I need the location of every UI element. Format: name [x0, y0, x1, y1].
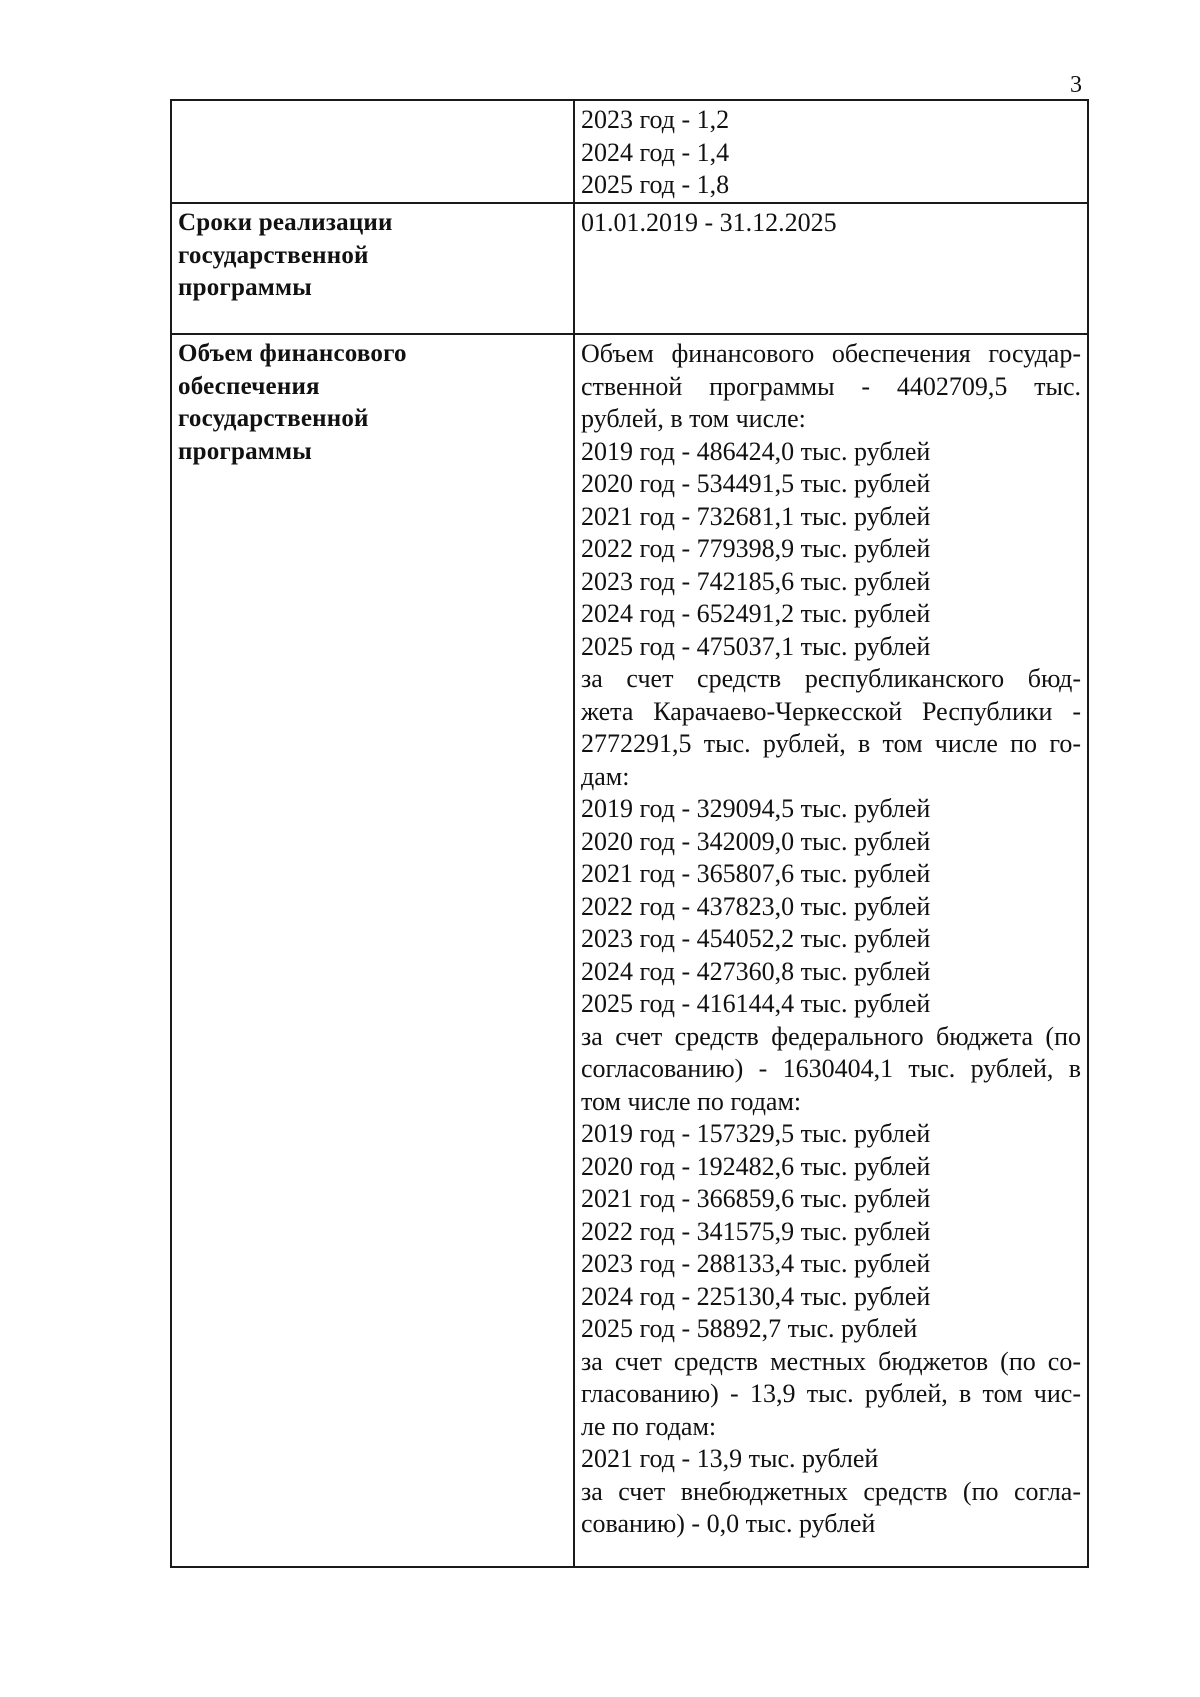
- table-row: [171, 100, 1088, 203]
- empty-label-cell: [171, 100, 574, 203]
- total-year-line: 2025 год - 475037,1 тыс. рублей: [581, 631, 931, 661]
- period-label-line: программы: [178, 274, 312, 301]
- republican-year-line: 2021 год - 365807,6 тыс. рублей: [581, 859, 931, 888]
- republican-year-line: 2020 год - 342009,0 тыс. рублей: [581, 826, 931, 856]
- republican-line: дам:: [581, 761, 630, 791]
- total-year-line: 2020 год - 534491,5 тыс. рублей: [581, 469, 931, 498]
- extrabudget-line: за счет внебюджетных средств (по согла-: [581, 1476, 1081, 1506]
- extrabudget-line: сованию) - 0,0 тыс. рублей: [581, 1509, 876, 1538]
- federal-line: за счет средств федерального бюджета (по: [581, 1021, 1081, 1051]
- finance-label-line: Объем финансового: [178, 340, 407, 367]
- federal-year-line: 2019 год - 157329,5 тыс. рублей: [581, 1119, 931, 1148]
- year-line: 2025 год - 1,8: [581, 170, 730, 199]
- republican-year-line: 2023 год - 454052,2 тыс. рублей: [581, 924, 931, 953]
- federal-year-line: 2025 год - 58892,7 тыс. рублей: [581, 1314, 918, 1343]
- federal-year-line: 2023 год - 288133,4 тыс. рублей: [581, 1249, 931, 1278]
- federal-line: согласованию) - 1630404,1 тыс. рублей, в: [581, 1054, 1081, 1083]
- total-year-line: 2021 год - 732681,1 тыс. рублей: [581, 501, 931, 531]
- republican-year-line: 2025 год - 416144,4 тыс. рублей: [581, 989, 931, 1018]
- period-label-line: государственной: [178, 241, 369, 269]
- total-year-line: 2019 год - 486424,0 тыс. рублей: [581, 436, 931, 466]
- finance-label-cell: [171, 334, 574, 1567]
- local-year-line: 2021 год - 13,9 тыс. рублей: [581, 1444, 879, 1473]
- program-passport-table: [170, 99, 1089, 1568]
- finance-intro-line: рублей, в том числе:: [581, 404, 806, 433]
- federal-year-line: 2022 год - 341575,9 тыс. рублей: [581, 1216, 931, 1246]
- total-year-line: 2024 год - 652491,2 тыс. рублей: [581, 599, 931, 628]
- finance-intro-line: Объем финансового обеспечения государ-: [581, 339, 1081, 368]
- total-year-line: 2022 год - 779398,9 тыс. рублей: [581, 534, 931, 563]
- federal-year-line: 2020 год - 192482,6 тыс. рублей: [581, 1151, 931, 1181]
- table-row: [171, 203, 1088, 334]
- finance-value-cell: [574, 334, 1088, 1567]
- republican-year-line: 2024 год - 427360,8 тыс. рублей: [581, 956, 931, 986]
- period-label-cell: [171, 203, 574, 334]
- republican-year-line: 2019 год - 329094,5 тыс. рублей: [581, 794, 931, 823]
- republican-line: 2772291,5 тыс. рублей, в том числе по го-: [581, 729, 1081, 758]
- table-row: [171, 334, 1088, 1567]
- local-line: гласованию) - 13,9 тыс. рублей, в том чис-: [581, 1379, 1081, 1408]
- republican-line: жета Карачаево-Черкесской Республики -: [581, 696, 1081, 726]
- finance-label-line: обеспечения: [178, 372, 320, 400]
- year-line: 2024 год - 1,4: [581, 137, 730, 167]
- finance-label-line: государственной: [178, 405, 369, 432]
- page-number: 3: [1070, 72, 1082, 98]
- indicator-years-cell: [574, 100, 1088, 203]
- period-value: 01.01.2019 - 31.12.2025: [581, 208, 837, 237]
- local-line: за счет средств местных бюджетов (по со-: [581, 1346, 1081, 1376]
- year-line: 2023 год - 1,2: [581, 105, 730, 134]
- local-line: ле по годам:: [581, 1411, 717, 1441]
- finance-label-line: программы: [178, 437, 312, 465]
- republican-line: за счет средств республиканского бюд-: [581, 664, 1081, 693]
- total-year-line: 2023 год - 742185,6 тыс. рублей: [581, 566, 931, 596]
- period-value-cell: [574, 203, 1088, 334]
- federal-line: том числе по годам:: [581, 1086, 802, 1116]
- finance-intro-line: ственной программы - 4402709,5 тыс.: [581, 371, 1081, 401]
- federal-year-line: 2021 год - 366859,6 тыс. рублей: [581, 1184, 931, 1213]
- federal-year-line: 2024 год - 225130,4 тыс. рублей: [581, 1281, 931, 1311]
- period-label-line: Сроки реализации: [178, 209, 393, 236]
- republican-year-line: 2022 год - 437823,0 тыс. рублей: [581, 891, 931, 921]
